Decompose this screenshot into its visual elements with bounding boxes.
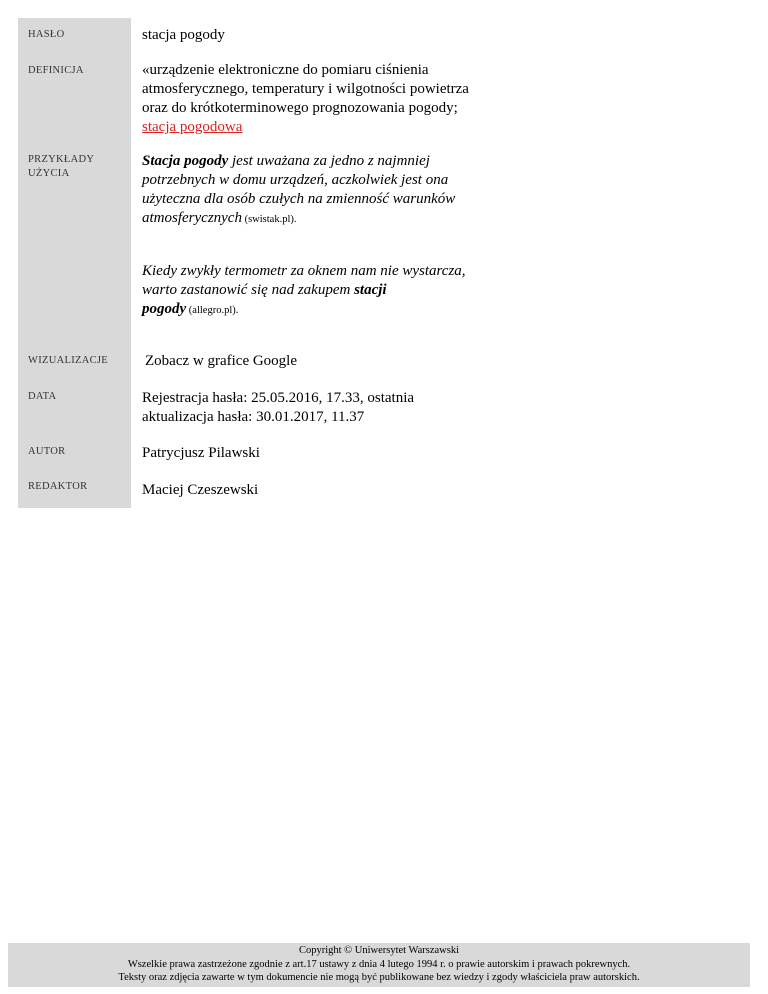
label-przyklady-line: UŻYCIA [28, 168, 70, 179]
label-haslo: HASŁO [28, 29, 65, 40]
example-source: (swistak.pl). [241, 214, 297, 225]
footer-line: Teksty oraz zdjęcia zawarte w tym dokumencie nie mogą być publikowane bez wiedzy i zgody właściciela praw autorskich. [118, 972, 640, 983]
copyright-footer [8, 943, 750, 987]
author: Patrycjusz Pilawski [142, 445, 260, 461]
label-column [18, 18, 131, 508]
definition-line: «urządzenie elektroniczne do pomiaru ciśnienia [142, 62, 429, 78]
label-przyklady [28, 153, 94, 181]
definition [142, 61, 469, 137]
date-line: Rejestracja hasła: 25.05.2016, 17.33, ostatnia [142, 390, 415, 406]
google-images-link[interactable]: Zobacz w grafice Google [145, 353, 298, 369]
example-text: atmosferycznych [142, 210, 242, 226]
example-text: użyteczna dla osób czułych na zmienność warunków [142, 191, 456, 207]
label-data: DATA [28, 391, 57, 402]
editor: Maciej Czeszewski [142, 482, 259, 498]
example-text: jest uważana za jedno z najmniej [228, 153, 430, 169]
related-entry-link[interactable]: stacja pogodowa [142, 119, 243, 135]
example-source: (allegro.pl). [186, 305, 239, 316]
label-wizualizacje: WIZUALIZACJE [28, 355, 108, 366]
example-text: potrzebnych w domu urządzeń, aczkolwiek jest ona [142, 172, 449, 188]
footer-line: Copyright © Uniwersytet Warszawski [298, 945, 460, 956]
usage-example-1 [142, 152, 455, 229]
dates [142, 389, 414, 427]
label-redaktor: REDAKTOR [28, 481, 88, 492]
example-keyword: Stacja pogody [142, 153, 229, 169]
definition-line: oraz do krótkoterminowego prognozowania pogody; [142, 100, 458, 116]
label-autor: AUTOR [28, 446, 66, 457]
example-text: Kiedy zwykły termometr za oknem nam nie wystarcza, [142, 263, 466, 279]
date-line: aktualizacja hasła: 30.01.2017, 11.37 [142, 409, 365, 425]
example-keyword: stacji [354, 282, 387, 298]
label-definicja: DEFINICJA [28, 65, 84, 76]
footer-line: Wszelkie prawa zastrzeżone zgodnie z art.17 ustawy z dnia 4 lutego 1994 r. o prawie autorskim i prawach pokrewnych. [127, 958, 631, 970]
definition-line: atmosferycznego, temperatury i wilgotności powietrza [142, 81, 469, 97]
example-text: warto zastanowić się nad zakupem [142, 282, 355, 298]
headword: stacja pogody [142, 27, 225, 43]
usage-example-2 [142, 262, 466, 320]
label-przyklady-line: PRZYKŁADY [28, 154, 95, 165]
example-keyword: pogody [142, 301, 187, 317]
